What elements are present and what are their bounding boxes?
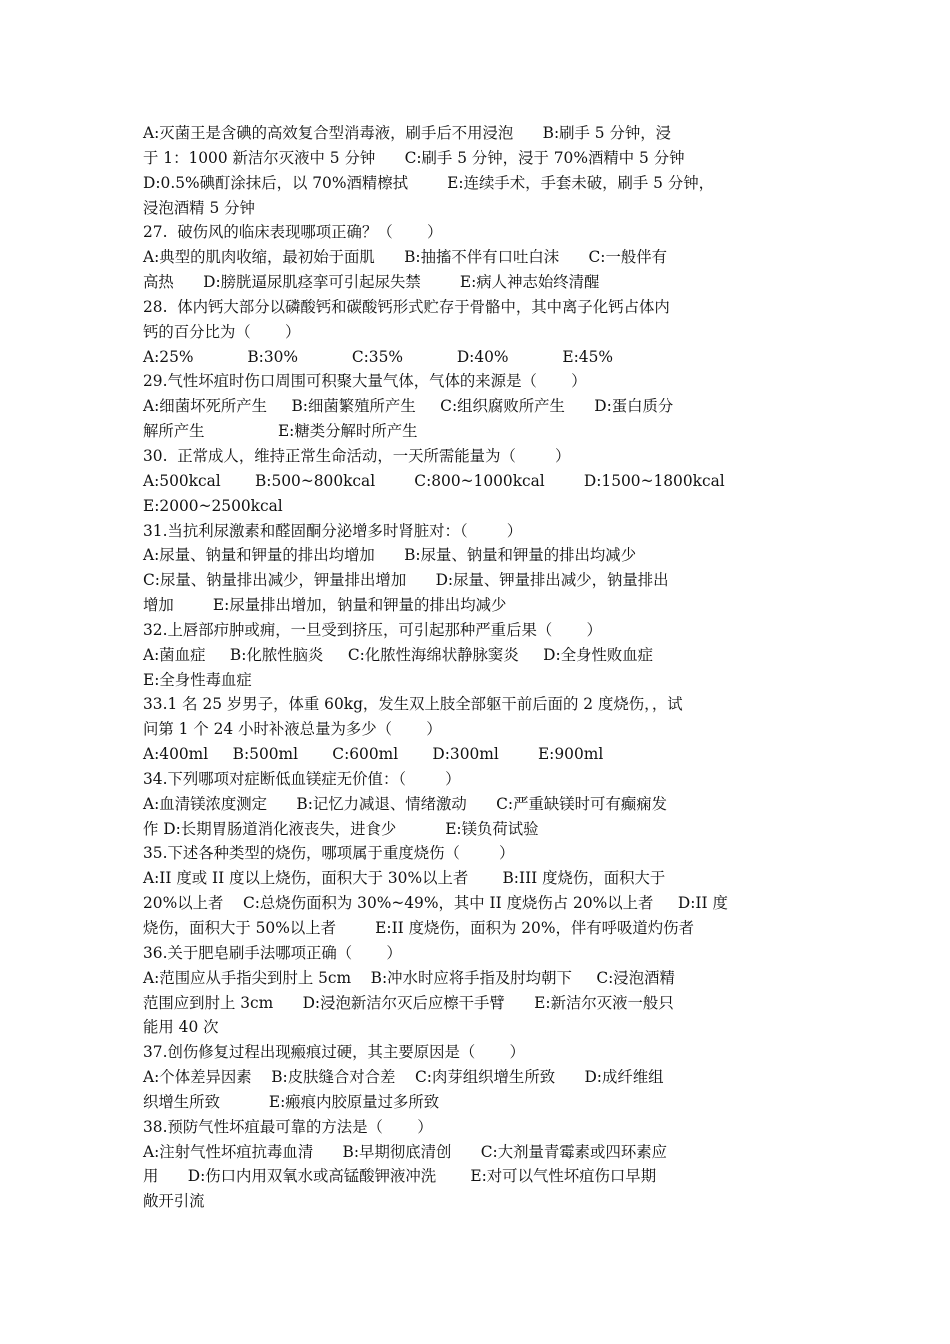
- question-30: 30. 正常成人，维持正常生命活动，一天所需能量为（ ）: [143, 446, 571, 465]
- question-36: 36.关于肥皂刷手法哪项正确（ ）: [143, 943, 402, 962]
- text-line: A:范围应从手指尖到肘上 5cm B:冲水时应将手指及肘均朝下 C:浸泡酒精: [143, 968, 675, 987]
- text-line: A:血清镁浓度测定 B:记忆力减退、情绪激动 C:严重缺镁时可有癫痫发: [143, 794, 668, 813]
- text-line: 用 D:伤口内用双氧水或高锰酸钾液冲洗 E:对可以气性坏疽伤口早期: [143, 1167, 657, 1186]
- text-line: 浸泡酒精 5 分钟: [143, 198, 255, 217]
- text-line: A:典型的肌肉收缩，最初始于面肌 B:抽搐不伴有口吐白沫 C:一般伴有: [143, 248, 668, 267]
- text-line: 于 1：1000 新洁尔灭液中 5 分钟 C:刷手 5 分钟，浸于 70%酒精中 5 分钟: [143, 148, 685, 167]
- question-35: 35.下述各种类型的烧伤，哪项属于重度烧伤（ ）: [143, 844, 515, 863]
- text-line: 问第 1 个 24 小时补液总量为多少（ ）: [143, 720, 442, 739]
- text-line: A:400ml B:500ml C:600ml D:300ml E:900ml: [143, 745, 604, 764]
- question-27: 27. 破伤风的临床表现哪项正确？（ ）: [143, 223, 443, 242]
- text-line: A:500kcal B:500~800kcal C:800~1000kcal D:1500~1800kcal: [143, 471, 725, 490]
- text-line: 烧伤，面积大于 50%以上者 E:II 度烧伤，面积为 20%，伴有呼吸道灼伤者: [143, 919, 694, 937]
- text-line: 增加 E:尿量排出增加，钠量和钾量的排出均减少: [143, 596, 507, 615]
- question-38: 38.预防气性坏疽最可靠的方法是（ ）: [143, 1117, 433, 1136]
- text-line: E:全身性毒血症: [143, 670, 252, 689]
- text-line: 20%以上者 C:总烧伤面积为 30%~49%，其中 II 度烧伤占 20%以上者 D:II 度: [143, 894, 728, 913]
- text-line: A:菌血症 B:化脓性脑炎 C:化脓性海绵状静脉窦炎 D:全身性败血症: [143, 645, 654, 664]
- text-line: A:尿量、钠量和钾量的排出均增加 B:尿量、钠量和钾量的排出均减少: [143, 546, 637, 565]
- text-line: D:0.5%碘酊涂抹后，以 70%酒精檫拭 E:连续手术，手套未破，刷手 5 分钟，: [143, 173, 715, 192]
- question-32: 32.上唇部疖肿或痈，一旦受到挤压，可引起那种严重后果（ ）: [143, 620, 602, 639]
- text-line: 解所产生 E:糖类分解时所产生: [143, 422, 418, 441]
- text-line: 范围应到肘上 3cm D:浸泡新洁尔灭后应檫干手臂 E:新洁尔灭液一般只: [143, 993, 674, 1012]
- text-line: 高热 D:膀胱逼尿肌痉挛可引起尿失禁 E:病人神志始终清醒: [143, 273, 600, 292]
- text-line: A:II 度或 II 度以上烧伤，面积大于 30%以上者 B:III 度烧伤，面积大于: [143, 869, 666, 888]
- question-29: 29.气性坏疽时伤口周围可积聚大量气体，气体的来源是（ ）: [143, 372, 587, 391]
- text-line: 敞开引流: [143, 1192, 205, 1211]
- text-line: C:尿量、钠量排出减少，钾量排出增加 D:尿量、钾量排出减少，钠量排出: [143, 571, 669, 590]
- question-33: 33.1 名 25 岁男子，体重 60kg，发生双上肢全部躯干前后面的 2 度烧伤，，试: [143, 695, 683, 714]
- text-line: A:25% B:30% C:35% D:40% E:45%: [143, 347, 614, 366]
- text-line: A:个体差异因素 B:皮肤缝合对合差 C:肉芽组织增生所致 D:成纤维组: [143, 1068, 664, 1087]
- question-34: 34.下列哪项对症断低血镁症无价值：（ ）: [143, 769, 461, 788]
- text-line: A:注射气性坏疽抗毒血清 B:早期彻底清创 C:大剂量青霉素或四环素应: [143, 1142, 668, 1161]
- question-28: 28. 体内钙大部分以磷酸钙和碳酸钙形式贮存于骨骼中，其中离子化钙占体内: [143, 297, 670, 316]
- text-line: 钙的百分比为（ ）: [143, 322, 301, 341]
- text-line: 能用 40 次: [143, 1018, 219, 1037]
- question-31: 31.当抗利尿激素和醛固酮分泌增多时肾脏对：（ ）: [143, 521, 523, 540]
- text-line: 织增生所致 E:瘢痕内胶原量过多所致: [143, 1092, 440, 1111]
- text-line: E:2000~2500kcal: [143, 496, 283, 515]
- text-line: A:细菌坏死所产生 B:细菌繁殖所产生 C:组织腐败所产生 D:蛋白质分: [143, 397, 674, 416]
- document-page: [143, 121, 815, 1214]
- text-line: A:灭菌王是含碘的高效复合型消毒液，刷手后不用浸泡 B:刷手 5 分钟，浸: [143, 124, 672, 142]
- text-line: 作 D:长期胃肠道消化液丧失，进食少 E:镁负荷试验: [143, 819, 539, 838]
- question-37: 37.创伤修复过程出现瘢痕过硬，其主要原因是（ ）: [143, 1043, 525, 1062]
